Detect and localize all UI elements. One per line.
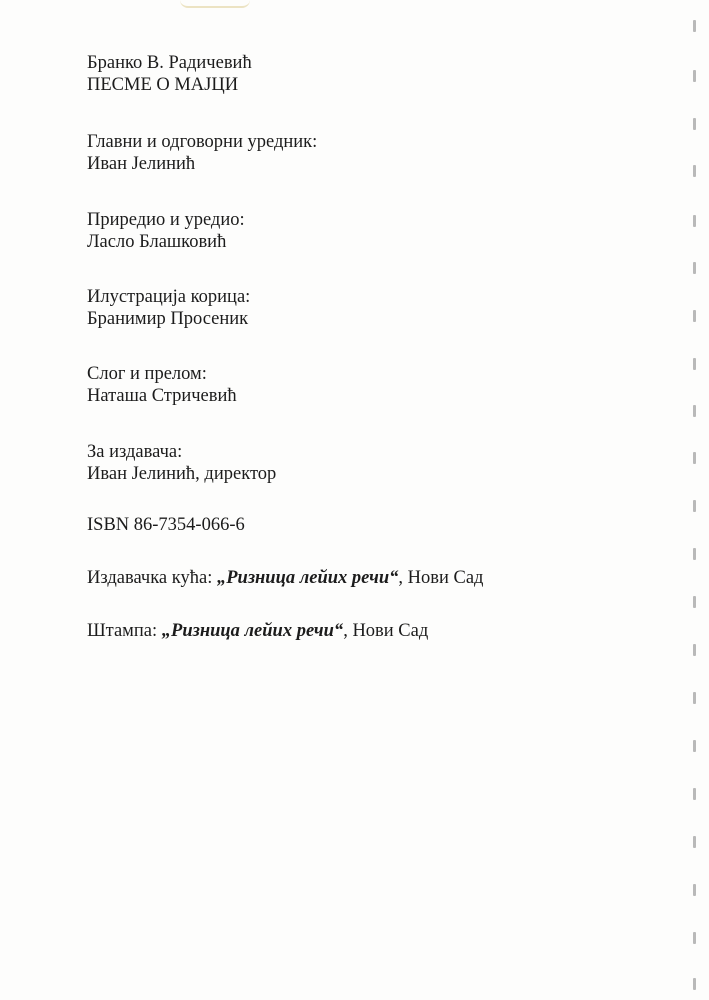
title-block: [87, 52, 252, 96]
credit-typesetting: [87, 363, 237, 407]
publisher-line: [87, 567, 483, 589]
credit-name: Бранимир Просеник: [87, 309, 249, 329]
printer-city: , Нови Сад: [343, 621, 429, 641]
isbn-block: [87, 514, 245, 536]
credit-role: Приредио и уредио:: [87, 210, 245, 230]
credit-cover-illustration: [87, 286, 250, 330]
credit-editor: [87, 209, 245, 253]
author-name: Бранко В. Радичевић: [87, 53, 252, 73]
credit-name: Иван Јелинић: [87, 154, 196, 174]
credit-name: Ласло Блашковић: [87, 232, 227, 252]
credit-for-publisher: [87, 441, 276, 485]
printer-name: „Ризница лейих речи“: [161, 621, 344, 641]
isbn: ISBN 86-7354-066-6: [87, 515, 245, 535]
credit-editor-in-chief: [87, 131, 317, 175]
printer-label: Штампа:: [87, 621, 158, 641]
credit-name: Наташа Стричевић: [87, 386, 237, 406]
credit-role: Илустрација корица:: [87, 287, 251, 307]
publisher-city: , Нови Сад: [398, 568, 484, 588]
publisher-label: Издавачка кућа:: [87, 568, 213, 588]
publisher-name: „Ризница лейих речи“: [216, 568, 399, 588]
credit-name: Иван Јелинић, директор: [87, 464, 277, 484]
credit-role: Главни и одговорни уредник:: [87, 132, 318, 152]
book-title: ПЕСМЕ О МАЈЦИ: [87, 75, 239, 95]
top-decoration: [180, 0, 250, 8]
perforated-edge: [691, 0, 699, 1000]
credit-role: За издавача:: [87, 442, 183, 462]
printer-line: [87, 620, 428, 642]
credit-role: Слог и прелом:: [87, 364, 207, 384]
